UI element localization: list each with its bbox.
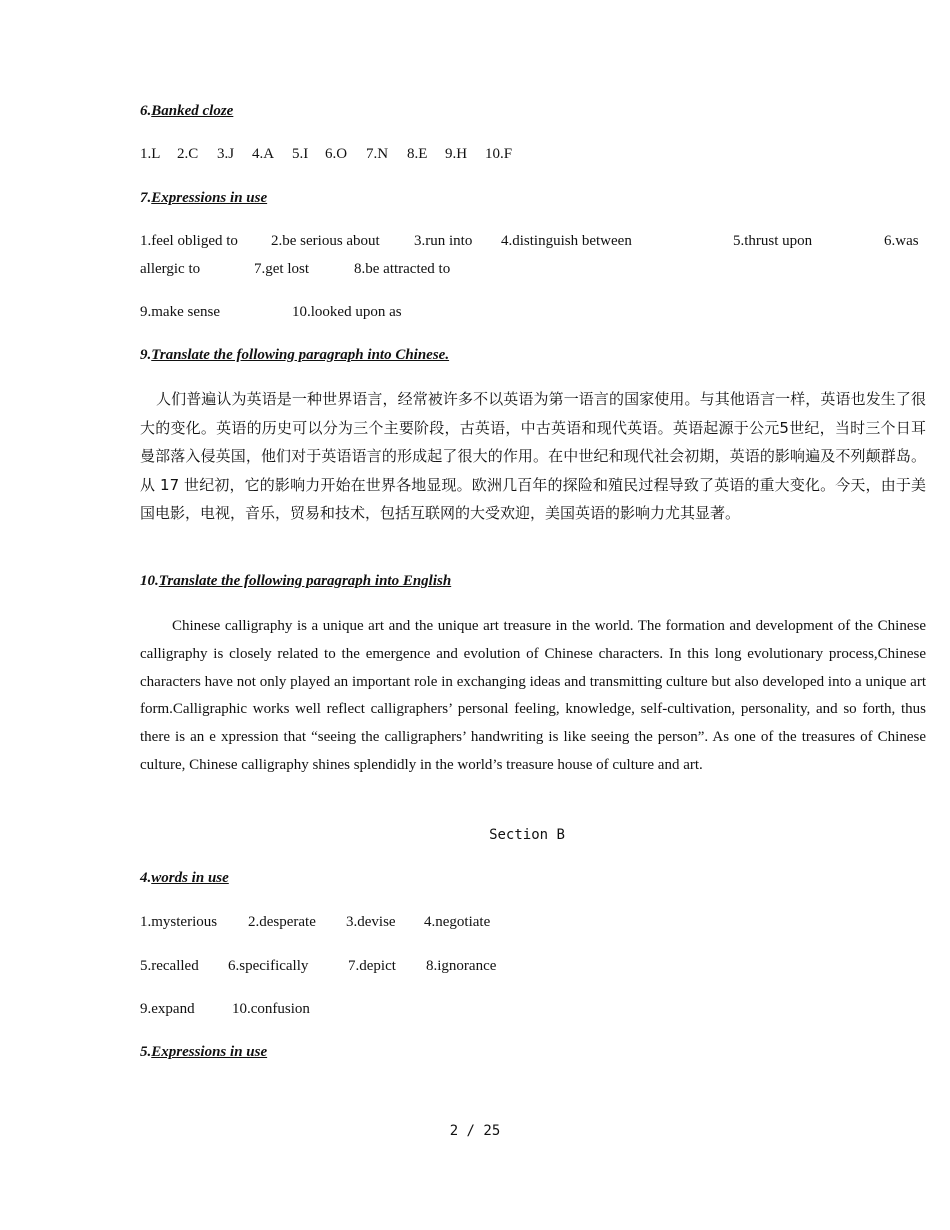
expression: 9.make sense <box>140 304 220 320</box>
expression: 8.be attracted to <box>354 261 451 277</box>
word: 1.mysterious <box>140 914 218 930</box>
answer: 6.O <box>325 146 348 162</box>
heading-number: 10. <box>140 573 159 589</box>
section-b-title: Section B <box>489 827 565 843</box>
answer: 10.F <box>485 146 513 162</box>
heading-number: 9. <box>140 347 152 363</box>
expression: 3.run into <box>414 233 473 249</box>
page-number: 2 / 25 <box>449 1123 501 1139</box>
word: 3.devise <box>346 914 396 930</box>
answer: 2.C <box>177 146 199 162</box>
heading-expressions-in-use <box>140 190 267 207</box>
heading-title: Expressions in use <box>151 1044 268 1060</box>
expression: allergic to <box>140 261 201 277</box>
english-paragraph: Chinese calligraphy is a unique art and the unique art treasure in the world. The formation and development of the Chinese calligraphy is closely related to the emergence and evolution of Chinese characters. In this long evolutionary process,Chinese characters have not only played an important role in exchanging ideas and transmitting culture but also developed into a unique art form.Calligraphic works well reflect calligraphers’ personal feeling, knowledge, self-cultivation, personality, and so forth, thus there is an e xpression that “seeing the calligraphers’ handwriting is like seeing the person”. As one of the treasures of Chinese culture, Chinese calligraphy shines splendidly in the world’s treasure house of culture and art. <box>140 618 926 773</box>
heading-title: words in use <box>151 870 229 886</box>
answer: 3.J <box>217 146 235 162</box>
word: 6.specifically <box>228 958 309 974</box>
expression: 7.get lost <box>254 261 309 277</box>
word: 7.depict <box>348 958 396 974</box>
answer: 7.N <box>366 146 389 162</box>
word: 5.recalled <box>140 958 199 974</box>
heading-number: 4. <box>140 870 152 886</box>
heading-title: Banked cloze <box>151 103 234 119</box>
word: 2.desperate <box>248 914 316 930</box>
word: 9.expand <box>140 1001 195 1017</box>
answer: 1.L <box>140 146 161 162</box>
heading-number: 6. <box>140 103 152 119</box>
heading-number: 7. <box>140 190 152 206</box>
expression: 4.distinguish between <box>501 233 632 249</box>
heading-translate-english <box>140 573 451 590</box>
word: 8.ignorance <box>426 958 497 974</box>
heading-expressions-in-use-b <box>140 1044 267 1061</box>
heading-translate-chinese <box>140 347 449 364</box>
answer: 9.H <box>445 146 468 162</box>
heading-banked-cloze <box>140 103 233 120</box>
answer: 8.E <box>407 146 428 162</box>
expression: 1.feel obliged to <box>140 233 238 249</box>
expression: 10.looked upon as <box>292 304 402 320</box>
answer: 5.I <box>292 146 309 162</box>
chinese-paragraph: 人们普遍认为英语是一种世界语言，经常被许多不以英语为第一语言的国家使用。与其他语言一样，英语也发生了很大的变化。英语的历史可以分为三个主要阶段，古英语，中古英语和现代英语。英语起源于公元5世纪，当时三个日耳曼部落入侵英国，他们对于英语语言的形成起了很大的作用。在中世纪和现代社会初期，英语的影响遍及不列颠群岛。从 17 世纪初，它的影响力开始在世界各地显现。欧洲几百年的探险和殖民过程导致了英语的重大变化。今天，由于美国电影，电视，音乐，贸易和技术，包括互联网的大受欢迎，美国英语的影响力尤其显著。 <box>140 390 926 522</box>
answer: 4.A <box>252 146 275 162</box>
heading-words-in-use <box>140 870 229 887</box>
heading-title: Expressions in use <box>151 190 268 206</box>
expression: 6.was <box>884 233 919 249</box>
word: 10.confusion <box>232 1001 310 1017</box>
word: 4.negotiate <box>424 914 491 930</box>
heading-number: 5. <box>140 1044 152 1060</box>
heading-title: Translate the following paragraph into Chinese. <box>151 347 450 363</box>
expression: 2.be serious about <box>271 233 380 249</box>
expression: 5.thrust upon <box>733 233 813 249</box>
heading-title: Translate the following paragraph into English <box>158 573 452 589</box>
